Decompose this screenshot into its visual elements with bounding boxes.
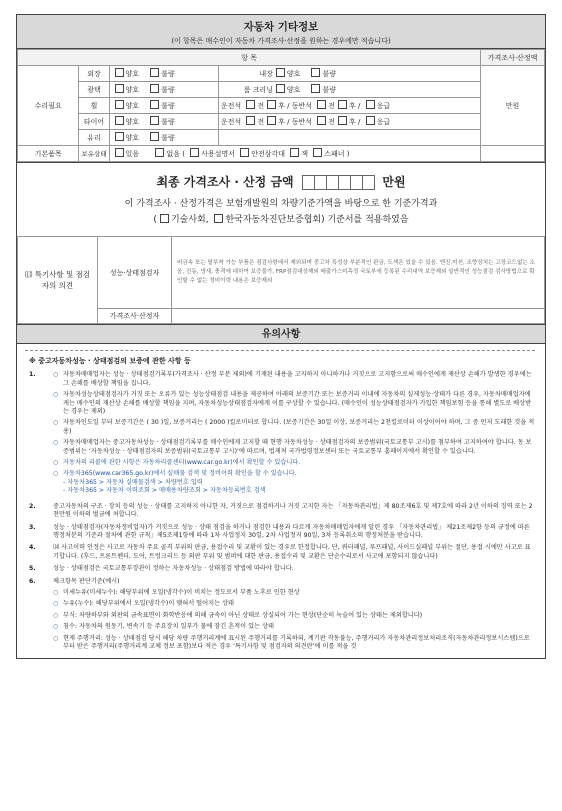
notes-body bbox=[17, 344, 545, 654]
checkbox[interactable] bbox=[276, 84, 285, 93]
price-unit: 만원 bbox=[481, 66, 545, 146]
row-name: 타이어 bbox=[79, 114, 109, 130]
other-info-table: 항 목 가격조사·산정액 수리필요 외장 양호 불량 내장 양호 불량 만원 광택 양호 불량 룸 크리닝 양호 불량 휠 양호 불량 운전석 전 후 / 동반석 전 후 / 응급 타이어 양호 불량 운전석 전 후 / 동반석 전 후 / 응급 유리 양호 불량 기본품목 보유상태 있음 없음 ( 사용설명서 안전삼각대 잭 스패너 ) bbox=[17, 49, 545, 162]
checkbox[interactable] bbox=[246, 116, 255, 125]
col-price-header: 가격조사·산정액 bbox=[481, 50, 545, 66]
checkbox[interactable] bbox=[311, 68, 320, 77]
checkbox[interactable] bbox=[150, 68, 159, 77]
checkbox[interactable] bbox=[150, 100, 159, 109]
checkbox[interactable] bbox=[115, 116, 124, 125]
checkbox[interactable] bbox=[115, 148, 124, 157]
checkbox[interactable] bbox=[311, 84, 320, 93]
checkbox[interactable] bbox=[317, 116, 326, 125]
final-note-1: 이 가격조사 · 산정가격은 보험개발원의 차량기준가액을 바탕으로 한 기준가격과 bbox=[124, 199, 438, 209]
basic-label: 기본품목 bbox=[18, 146, 79, 162]
checkbox[interactable] bbox=[214, 214, 223, 223]
final-note-2: ( 기술사회, 한국자동차진단보증협회) 기준서를 적용하였음 bbox=[153, 215, 409, 225]
note-item: 3. 성능 · 상태점검자(자동차정비업자)가 거짓으로 성능 · 상태 점검을 하거나 점검한 내용과 다르게 자동차매매업자에게 알린 경우 「자동차관리법」 제21조제2항 등의 규정에 따른 행정처분의 기준과 절차에 관한 규칙」제5조제1항에 따라 1차 사업정지 30일, 2차 사업정지 90일, 3차 등록취소의 행정처분을 받습니다. bbox=[29, 523, 530, 539]
checkbox[interactable] bbox=[313, 148, 322, 157]
notes-header: 유의사항 bbox=[17, 324, 545, 344]
checkbox[interactable] bbox=[317, 100, 326, 109]
repair-label: 수리필요 bbox=[18, 66, 79, 146]
checkbox[interactable] bbox=[267, 116, 276, 125]
document-page bbox=[16, 14, 546, 659]
note-item: 6. 체크항목 판단기준(예시) ○ 미세누유(미세누수): 해당부위에 오일(냉각수)이 비치는 정도로서 부품 노후로 인한 현상 ○ 누유(누수): 해당부위에서 오일(냉각수)이 맺혀서 떨어지는 상태 ○ 부식: 차량하부와 외판의 금속표면이 화학반응에 의해 금속이 아닌 상태로 상실되어 가는 현상(단순히 녹슬어 있는 상태는 제외합니다) ○ 침수: 자동차의 원동기, 변속기 등 주요장치 일부가 물에 잠긴 흔적이 있는 상태 ○ 현재 주행거리: 성능 · 상태점검 당시 해당 차량 주행거리계에 표시된 주행거리를 기록하되, 계기판 작동불능, 주행거리가 자동차관리정보처리조직(자동차관리정보시스템)으로부터 받은 주행거리(주행거리계 교체 정보 포함)보다 적은 경우 ‘특기사항 및 점검자의 의견란’에 이를 적을 것 bbox=[29, 577, 530, 650]
checkbox[interactable] bbox=[150, 116, 159, 125]
note-item: 1. ○ 자동차매매업자는 성능 · 상태점검기록부(가격조사 · 산정 부분 제외)에 기재된 내용을 고지하지 아니하거나 거짓으로 고지함으로써 매수인에게 재산상 손해가 발생한 경우에는 그 손해를 배상할 책임을 집니다. ○ 자동차성능상태점검자가 거짓 또는 오류가 있는 성능상태점검 내용을 제공하여 아래의 보증기간 또는 보증거리 이내에 자동차의 실제성능·상태가 다른 경우, 자동차매매업자에게는 매수인의 재산상 손해를 배상할 책임을 지며, 자동차성능상태점검자에게 이를 구상할 수 있습니다. (매수인이 성능상태점검자가 가입한 책임보험 등을 통해 별도로 배상받는 경우는 제외) ○ 자동차인도일 부터 보증기간은 ( 30 )일, 보증거리는 ( 2000 )킬로미터로 합니다. (보증기간은 30일 이상, 보증거리는 2천킬로미터 이상이어야 하며, 그 중 먼저 도래한 것을 적용) ○ 자동차매매업자는 중고자동차성능 · 상태점검기록부를 매수인에게 고지할 때 현행 자동차성능 · 상태점검자의 보증범위(국토교통부 고시)를 첨부하여 고지하여야 합니다. 동 보증범위는 ‘자동차성능 · 상태점검자의 보증범위(국토교통부 고시)’에 따르며, 법제처 국가법령정보센터 또는 국토교통부 홈페이지에서 확인할 수 있습니다. ○ 자동차의 리콜에 관한 사항은 자동차리콜센터(www.car.go.kr)에서 확인할 수 있습니다. ○ 자동차365(www.car365.go.kr)에서 실매물 검색 및 정비이력 확인을 할 수 있습니다. - 자동차365 > 자동차 실매물검색 > 차량번호 입력 - 자동차365 > 자동차 이력조회 > 매매용차량조회 > 자동차등록번호 검색 bbox=[29, 371, 535, 495]
checkbox[interactable] bbox=[366, 116, 375, 125]
final-amount-section bbox=[17, 162, 545, 236]
inspector-opinion: 비금속 또는 탈부착 가능 부품은 점검사항에서 제외되며 중고차 특성상 부분적인 판금, 도색은 있을 수 있음. 엔진,미션, 조향장치는 고장코드없는 소음, 진동, 냉새, 충격에 대하여 보증불가, FRP점검대상제외 배출가스미측정 국토부에 등록된 수리내역 보증제외 일반적인 성능점검 검사방법으로 확인할 수 없는 정비이력 내용은 보증제외 bbox=[172, 237, 545, 309]
checkbox[interactable] bbox=[115, 100, 124, 109]
price-inspector-label: 가격조사·산정자 bbox=[98, 309, 172, 324]
checkbox[interactable] bbox=[276, 68, 285, 77]
checkbox[interactable] bbox=[267, 100, 276, 109]
col-item-header: 항 목 bbox=[18, 50, 481, 66]
note-item: 5. 성능 · 상태점검은 국토교통부장관이 정하는 자동차성능 · 상태점검 방법에 따라야 합니다. bbox=[29, 565, 294, 573]
note-item: 4. ⒁ 사고이력 인정은 사고로 자동차 주요 골격 부위의 판금, 용접수리 및 교환이 있는 경우로 한정합니다. 단, 쿼터패널, 루프패널, 사이드실패널 부위는 절단, 용접 시에만 사고로 표기합니다. (후드, 프론트펜더, 도어, 트렁크리드 등 외판 부위 및 범퍼에 대한 판금, 용접수리 및 교환은 단순수리로서 사고에 포함되지 않습니다) bbox=[29, 544, 531, 560]
checkbox[interactable] bbox=[115, 68, 124, 77]
checkbox[interactable] bbox=[155, 148, 164, 157]
inspector-label: 성능·상태점검자 bbox=[98, 237, 172, 309]
final-amount-label: 최종 가격조사 · 산정 금액 bbox=[156, 175, 294, 189]
checkbox[interactable] bbox=[150, 84, 159, 93]
section-title: 자동차 기타정보 bbox=[243, 21, 319, 33]
row-name: 유리 bbox=[79, 130, 109, 146]
notes-subtitle: ※ 중고자동차성능 · 상태점검의 보증에 관한 사항 등 bbox=[29, 357, 191, 365]
basic-name: 보유상태 bbox=[79, 146, 109, 162]
amount-box[interactable] bbox=[362, 175, 375, 190]
row-name: 휠 bbox=[79, 98, 109, 114]
section-header bbox=[17, 15, 545, 49]
checkbox[interactable] bbox=[115, 84, 124, 93]
checkbox[interactable] bbox=[240, 148, 249, 157]
row-name: 광택 bbox=[79, 82, 109, 98]
checkbox[interactable] bbox=[366, 100, 375, 109]
special-notes-table bbox=[17, 236, 545, 324]
checkbox[interactable] bbox=[190, 148, 199, 157]
checkbox[interactable] bbox=[115, 132, 124, 141]
note-item: 2. 중고자동차의 구조 · 장치 등의 성능 · 상태를 고지하지 아니한 자, 거짓으로 점검하거나 거짓 고지한 자는 「자동차관리법」제 80조제6호 및 제7호에 따라 2년 이하의 징역 또는 2천만원 이하의 벌금에 처합니다. bbox=[29, 502, 533, 519]
final-amount-unit: 만원 bbox=[382, 175, 406, 189]
special-label: ⒀ 특기사항 및 점검자의 의견 bbox=[18, 237, 98, 324]
checkbox[interactable] bbox=[338, 100, 347, 109]
checkbox[interactable] bbox=[290, 148, 299, 157]
checkbox[interactable] bbox=[246, 100, 255, 109]
checkbox[interactable] bbox=[338, 116, 347, 125]
checkbox[interactable] bbox=[150, 132, 159, 141]
section-subtitle: (이 항목은 매수인이 자동차 가격조사·산정을 원하는 경우에만 적습니다) bbox=[171, 37, 391, 45]
checkbox[interactable] bbox=[160, 214, 169, 223]
row-name: 외장 bbox=[79, 66, 109, 82]
